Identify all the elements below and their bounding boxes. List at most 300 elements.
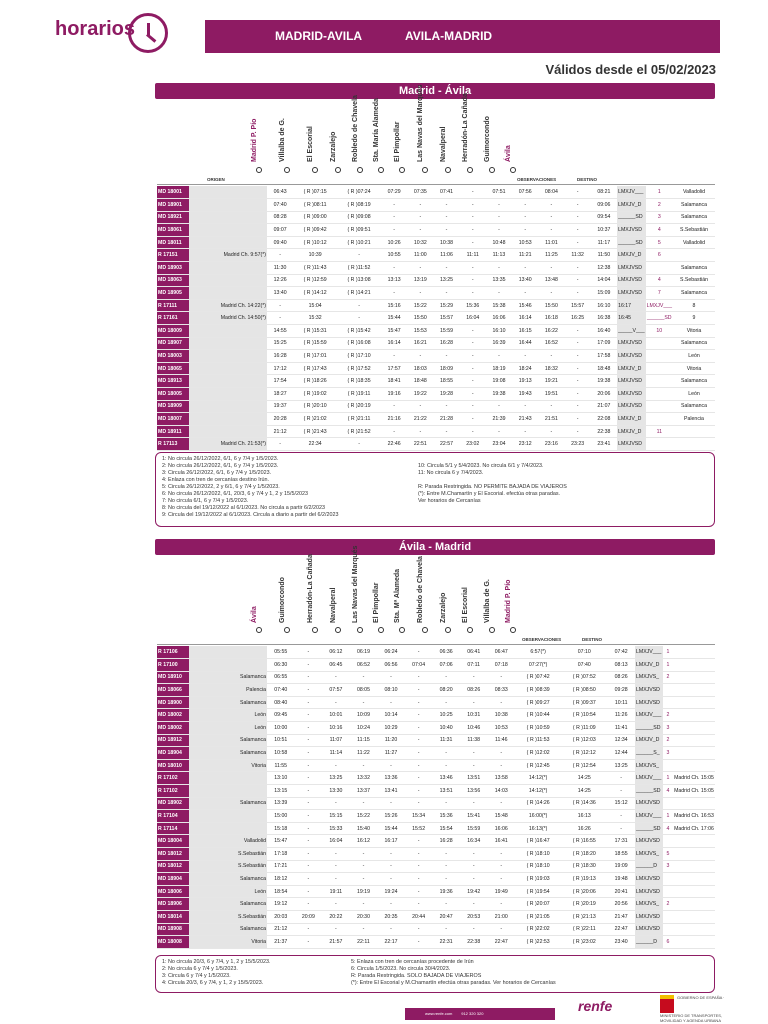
time-cell: - — [295, 684, 323, 697]
observations-cell: LMXJVS_ — [635, 848, 663, 861]
time-cell: - — [407, 211, 433, 224]
observations-cell: LMXJVSD — [617, 337, 646, 350]
time-cell: - — [405, 722, 433, 735]
time-cell: 10:16 — [322, 722, 350, 735]
time-cell: 07:10 — [561, 646, 607, 659]
time-cell: 11:27 — [377, 747, 405, 760]
time-cell: LMXJV___ — [646, 299, 673, 312]
table-row — [157, 671, 715, 684]
table-header-out — [157, 177, 715, 185]
station-header — [373, 92, 392, 162]
time-cell — [646, 262, 673, 275]
origin-cell — [189, 400, 267, 413]
time-cell: ( R )07:24 — [337, 186, 381, 199]
station-dot-icon — [335, 167, 341, 173]
table-row — [157, 262, 715, 275]
train-id: MD 18005 — [157, 388, 189, 401]
time-cell: 11:00 — [407, 249, 433, 262]
origin-cell — [189, 199, 267, 212]
observations-cell: LMXJVSD — [617, 262, 646, 275]
origin-cell: Salamanca — [189, 671, 267, 684]
time-cell: 21:47 — [607, 910, 635, 923]
table-row — [157, 734, 715, 747]
time-cell: - — [460, 860, 488, 873]
time-cell: 11:46 — [488, 734, 516, 747]
time-cell: - — [381, 211, 407, 224]
station-name: El Escorial — [462, 587, 469, 623]
train-id: R 17111 — [157, 299, 189, 312]
station-header — [462, 553, 481, 623]
origin-cell: León — [189, 709, 267, 722]
station-dot-icon — [489, 627, 495, 633]
time-cell: - — [407, 224, 433, 237]
destination-cell: Vitoria — [673, 325, 715, 338]
time-cell: 15:25 — [267, 337, 293, 350]
station-name: Villalba de G. — [279, 118, 286, 162]
table-row — [157, 425, 715, 438]
station-header — [440, 92, 459, 162]
time-cell: - — [295, 772, 323, 785]
time-cell — [646, 413, 673, 426]
time-cell: 15:54 — [432, 822, 460, 835]
time-cell: - — [381, 199, 407, 212]
time-cell: 15:33 — [322, 822, 350, 835]
time-cell: ( R )11:09 — [561, 722, 607, 735]
time-cell: - — [460, 873, 488, 886]
time-cell: 18:09 — [433, 362, 459, 375]
time-cell: 1 — [663, 659, 673, 672]
train-id: MD 18004 — [157, 835, 189, 848]
time-cell: 13:40 — [267, 287, 293, 300]
station-name: Navalperal — [440, 126, 447, 162]
time-cell: ( R )07:15 — [293, 186, 337, 199]
time-cell: - — [377, 848, 405, 861]
train-id: MD 18901 — [157, 199, 189, 212]
time-cell: 11:50 — [591, 249, 617, 262]
station-name: Ávila — [251, 606, 258, 623]
train-id: MD 18008 — [157, 936, 189, 949]
time-cell: 19:16 — [381, 388, 407, 401]
coat-of-arms-icon — [660, 995, 674, 1013]
station-name: Zarzalejo — [440, 592, 447, 623]
table-row — [157, 375, 715, 388]
time-cell: - — [460, 400, 486, 413]
time-cell: - — [512, 224, 538, 237]
time-cell: - — [407, 262, 433, 275]
time-cell: - — [433, 400, 459, 413]
time-cell: - — [432, 923, 460, 936]
observations-cell: LMXJVSD — [617, 375, 646, 388]
time-cell: 22:17 — [377, 936, 405, 949]
destino-header: DESTINO — [577, 177, 598, 182]
time-cell: - — [337, 312, 381, 325]
time-cell: 15:04 — [293, 299, 337, 312]
time-cell: 5 — [646, 236, 673, 249]
destination-cell — [673, 734, 715, 747]
time-cell: - — [350, 671, 378, 684]
note-line: 5: Enlaza con tren de cercanías procedente de Irún — [351, 959, 474, 965]
time-cell: 13:25 — [322, 772, 350, 785]
station-header — [394, 553, 413, 623]
observations-cell: ______SD — [635, 785, 663, 798]
origin-cell — [189, 388, 267, 401]
time-cell: ( R )14:12 — [293, 287, 337, 300]
time-cell: - — [460, 362, 486, 375]
timetable-avila-madrid — [157, 646, 715, 949]
time-cell: - — [460, 325, 486, 338]
time-cell: - — [405, 885, 433, 898]
time-cell: 19:38 — [591, 375, 617, 388]
time-cell: - — [350, 759, 378, 772]
time-cell: 22:08 — [591, 413, 617, 426]
origin-cell: S.Sebastián — [189, 910, 267, 923]
origin-cell — [189, 785, 267, 798]
time-cell: 15:38 — [486, 299, 512, 312]
time-cell: - — [295, 696, 323, 709]
note-line: R: Parada Restringida. NO PERMITE BAJADA DE VIAJEROS — [418, 484, 567, 490]
origin-cell — [189, 375, 267, 388]
train-id: R 17102 — [157, 772, 189, 785]
time-cell: - — [565, 350, 591, 363]
time-cell: 10:38 — [488, 709, 516, 722]
station-header — [417, 553, 436, 623]
station-dot-icon — [312, 167, 318, 173]
time-cell: ( R )14:36 — [561, 797, 607, 810]
time-cell: 16:28 — [267, 350, 293, 363]
station-header — [279, 92, 298, 162]
time-cell: - — [460, 797, 488, 810]
time-cell: ( R )17:52 — [337, 362, 381, 375]
time-cell: - — [295, 835, 323, 848]
time-cell: 07:06 — [432, 659, 460, 672]
time-cell: 16:10 — [591, 299, 617, 312]
destination-cell: Salamanca — [673, 211, 715, 224]
train-id: MD 18002 — [157, 709, 189, 722]
destination-cell — [673, 671, 715, 684]
note-line: Ver horarios de Cercanías — [418, 498, 481, 504]
destination-cell: Valladolid — [673, 186, 715, 199]
time-cell: 16:06 — [486, 312, 512, 325]
time-cell: 16:00(*) — [515, 810, 561, 823]
station-header — [251, 553, 270, 623]
time-cell: 13:32 — [350, 772, 378, 785]
train-id: MD 18009 — [157, 325, 189, 338]
time-cell: - — [607, 822, 635, 835]
station-header — [330, 553, 349, 623]
observations-cell: LMXJVSD — [617, 350, 646, 363]
time-cell: - — [377, 898, 405, 911]
time-cell: 11:31 — [432, 734, 460, 747]
time-cell: - — [405, 747, 433, 760]
time-cell: 19:11 — [322, 885, 350, 898]
time-cell: - — [405, 759, 433, 772]
station-header — [307, 92, 326, 162]
time-cell: - — [538, 287, 564, 300]
train-id: MD 18913 — [157, 375, 189, 388]
station-header — [505, 553, 524, 623]
station-header — [307, 553, 326, 623]
station-header — [352, 92, 371, 162]
table-row — [157, 785, 715, 798]
destination-cell — [673, 898, 715, 911]
time-cell: 06:30 — [267, 659, 295, 672]
time-cell: 06:56 — [377, 659, 405, 672]
origin-cell — [189, 287, 267, 300]
time-cell: 6 — [663, 936, 673, 949]
time-cell: 07:29 — [381, 186, 407, 199]
time-cell: - — [267, 299, 293, 312]
time-cell: 15:47 — [267, 835, 295, 848]
time-cell: - — [488, 860, 516, 873]
time-cell: - — [295, 936, 323, 949]
time-cell: 3 — [663, 747, 673, 760]
time-cell: 14:55 — [267, 325, 293, 338]
time-cell: 15:22 — [350, 810, 378, 823]
time-cell: ( R )18:20 — [561, 848, 607, 861]
time-cell: ( R )09:27 — [515, 696, 561, 709]
time-cell: 05:55 — [267, 646, 295, 659]
time-cell: - — [295, 885, 323, 898]
time-cell: - — [460, 350, 486, 363]
origin-cell: Salamanca — [189, 734, 267, 747]
time-cell: - — [433, 287, 459, 300]
origin-cell — [189, 337, 267, 350]
station-name: Robledo de Chavela — [417, 556, 424, 623]
time-cell: 12:26 — [267, 274, 293, 287]
time-cell: 23:12 — [512, 438, 538, 451]
time-cell: 18:48 — [591, 362, 617, 375]
time-cell: 18:24 — [512, 362, 538, 375]
time-cell: - — [488, 759, 516, 772]
time-cell: 22:31 — [432, 936, 460, 949]
time-cell: ( R )14:26 — [515, 797, 561, 810]
time-cell: 20:47 — [432, 910, 460, 923]
time-cell: 13:58 — [488, 772, 516, 785]
section-title-madrid-avila: Madrid - Ávila — [155, 83, 715, 99]
time-cell: 16:39 — [486, 337, 512, 350]
table-row — [157, 747, 715, 760]
time-cell: 10:32 — [407, 236, 433, 249]
time-cell: 06:55 — [267, 671, 295, 684]
table-row — [157, 797, 715, 810]
time-cell: 21:43 — [512, 413, 538, 426]
time-cell: ( R )17:10 — [337, 350, 381, 363]
station-header — [394, 92, 413, 162]
train-id: MD 18902 — [157, 797, 189, 810]
train-id: MD 18014 — [157, 910, 189, 923]
time-cell: 19:19 — [350, 885, 378, 898]
time-cell: ( R )21:11 — [337, 413, 381, 426]
route-avila-madrid: AVILA-MADRID — [405, 29, 493, 43]
time-cell: ( R )16:08 — [337, 337, 381, 350]
time-cell: 11:55 — [267, 759, 295, 772]
time-cell: - — [350, 696, 378, 709]
time-cell: 13:25 — [433, 274, 459, 287]
observations-cell: LMXJV___ — [635, 709, 663, 722]
time-cell: - — [377, 759, 405, 772]
observations-cell: 16:45 — [617, 312, 646, 325]
time-cell: 22:11 — [350, 936, 378, 949]
time-cell: 16:34 — [460, 835, 488, 848]
time-cell: 15:44 — [381, 312, 407, 325]
destination-cell: Valladolid — [673, 236, 715, 249]
time-cell: - — [433, 199, 459, 212]
note-line: 11: No circula 6 y 7/4/2023. — [418, 470, 484, 476]
time-cell: 16:41 — [488, 835, 516, 848]
time-cell: - — [512, 350, 538, 363]
time-cell: 15:57 — [565, 299, 591, 312]
time-cell: - — [295, 759, 323, 772]
time-cell: 2 — [663, 898, 673, 911]
time-cell: 16:12 — [350, 835, 378, 848]
time-cell: - — [381, 224, 407, 237]
time-cell: 11:13 — [486, 249, 512, 262]
time-cell: 3 — [646, 211, 673, 224]
note-line: 9: Circula del 19/12/2022 al 6/1/2023. Circula a diario a partir del 6/2/2023 — [162, 512, 339, 518]
time-cell: - — [377, 797, 405, 810]
destination-cell — [673, 873, 715, 886]
time-cell: - — [405, 873, 433, 886]
time-cell: 19:24 — [377, 885, 405, 898]
destination-cell — [673, 696, 715, 709]
time-cell: 13:15 — [267, 785, 295, 798]
table-row — [157, 898, 715, 911]
observations-cell: LMXJVSD — [617, 287, 646, 300]
train-id: MD 18921 — [157, 211, 189, 224]
time-cell: ( R )22:11 — [561, 923, 607, 936]
time-cell: 15:00 — [267, 810, 295, 823]
time-cell: 18:19 — [486, 362, 512, 375]
observations-cell: LMXJV_D — [635, 659, 663, 672]
time-cell: 18:27 — [267, 388, 293, 401]
time-cell: 14:03 — [488, 785, 516, 798]
time-cell — [663, 873, 673, 886]
section-title-avila-madrid: Ávila - Madrid — [155, 539, 715, 555]
table-row — [157, 910, 715, 923]
time-cell: 15:26 — [377, 810, 405, 823]
time-cell: ( R )20:07 — [515, 898, 561, 911]
timetable-madrid-avila — [157, 186, 715, 451]
time-cell: 07:41 — [433, 186, 459, 199]
observations-cell: LMXJVSD — [617, 438, 646, 451]
train-id: R 17114 — [157, 822, 189, 835]
time-cell: - — [432, 747, 460, 760]
time-cell: - — [565, 325, 591, 338]
table-row — [157, 885, 715, 898]
time-cell: 13:13 — [381, 274, 407, 287]
time-cell: - — [295, 671, 323, 684]
origin-cell: Salamanca — [189, 923, 267, 936]
table-row — [157, 438, 715, 451]
time-cell: - — [460, 236, 486, 249]
time-cell: 15:44 — [377, 822, 405, 835]
station-dots-out — [200, 165, 720, 175]
time-cell: - — [460, 186, 486, 199]
observations-cell: LMXJV___ — [617, 186, 646, 199]
time-cell: - — [565, 287, 591, 300]
train-id: MD 18066 — [157, 684, 189, 697]
observations-cell: LMXJVSD — [635, 684, 663, 697]
observations-cell: LMXJVS_ — [635, 898, 663, 911]
time-cell: 10:29 — [377, 722, 405, 735]
time-cell: - — [350, 923, 378, 936]
time-cell: ( R )08:50 — [561, 684, 607, 697]
time-cell: 06:52 — [350, 659, 378, 672]
time-cell: - — [565, 211, 591, 224]
time-cell: - — [460, 696, 488, 709]
station-dot-icon — [467, 167, 473, 173]
time-cell: ( R )21:02 — [293, 413, 337, 426]
train-id: R 17100 — [157, 659, 189, 672]
table-row — [157, 696, 715, 709]
time-cell: 19:36 — [432, 885, 460, 898]
footer-web[interactable]: www.renfe.com — [425, 1011, 453, 1016]
destination-cell: 8 — [673, 299, 715, 312]
time-cell: 1 — [663, 646, 673, 659]
time-cell: 16:17 — [377, 835, 405, 848]
valid-from: Válidos desde el 05/02/2023 — [545, 62, 716, 77]
horarios-logo: horarios — [55, 18, 136, 40]
time-cell: 1 — [663, 810, 673, 823]
footer-phone: 912 320 320 — [461, 1011, 484, 1016]
observations-cell: LMXJVSD — [635, 696, 663, 709]
time-cell: 15:36 — [460, 299, 486, 312]
station-name: El Pimpollar — [394, 121, 401, 162]
time-cell: 7 — [646, 287, 673, 300]
station-name: Navalperal — [330, 587, 337, 623]
station-header — [484, 92, 503, 162]
train-id: R 17151 — [157, 249, 189, 262]
observations-cell: LMXJVSD — [635, 873, 663, 886]
station-dot-icon — [510, 167, 516, 173]
time-cell: 20:06 — [591, 388, 617, 401]
time-cell: 10:53 — [488, 722, 516, 735]
table-row — [157, 236, 715, 249]
time-cell: 09:45 — [267, 709, 295, 722]
header-bar — [205, 20, 720, 53]
time-cell: 22:38 — [591, 425, 617, 438]
time-cell: - — [433, 350, 459, 363]
time-cell: 16:14 — [512, 312, 538, 325]
station-header — [251, 92, 270, 162]
time-cell: - — [295, 848, 323, 861]
origen-header: ORIGEN — [207, 177, 225, 182]
time-cell: - — [460, 848, 488, 861]
time-cell: 10:25 — [432, 709, 460, 722]
time-cell: - — [407, 350, 433, 363]
table-row — [157, 224, 715, 237]
time-cell: - — [432, 797, 460, 810]
time-cell: ( R )12:59 — [293, 274, 337, 287]
time-cell: 13:56 — [460, 785, 488, 798]
time-cell: ( R )09:08 — [337, 211, 381, 224]
time-cell: ( R )19:13 — [561, 873, 607, 886]
time-cell: - — [565, 274, 591, 287]
destination-cell — [673, 659, 715, 672]
observations-cell: LMXJVSD — [635, 910, 663, 923]
destination-cell — [673, 646, 715, 659]
time-cell: 5 — [663, 848, 673, 861]
note-line: 1: No circula 26/12/2022, 6/1, 6 y 7/4 y 1/5/2023. — [162, 456, 279, 462]
time-cell: 08:40 — [267, 696, 295, 709]
time-cell: 17:12 — [267, 362, 293, 375]
time-cell: ( R )21:13 — [561, 910, 607, 923]
clock-icon — [128, 13, 168, 53]
time-cell: 1 — [663, 772, 673, 785]
station-name: Las Navas del Marqués — [417, 84, 424, 162]
footer-contact — [405, 1008, 555, 1020]
destination-cell — [673, 759, 715, 772]
